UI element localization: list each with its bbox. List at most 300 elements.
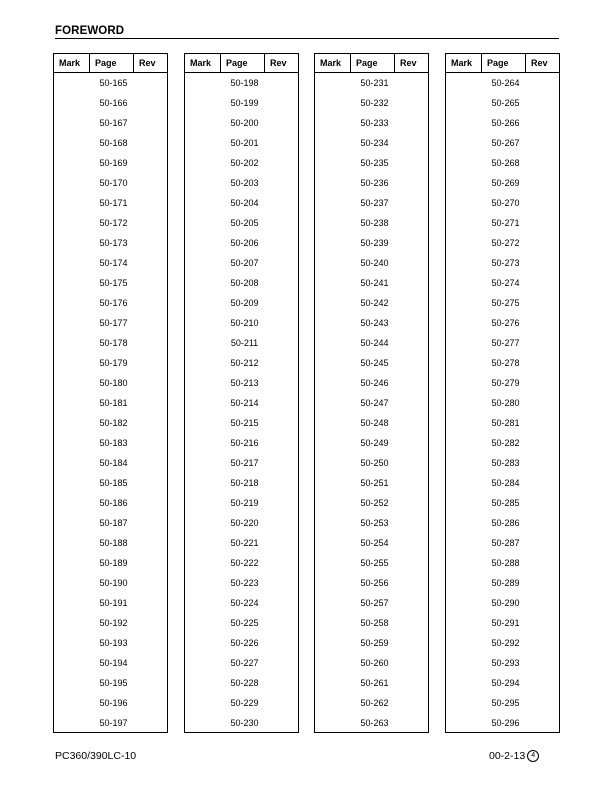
table-row: [54, 253, 167, 273]
cell-rev: [134, 293, 167, 313]
table-row: [185, 673, 298, 693]
table-row: [446, 93, 559, 113]
cell-page: 50-227: [230, 658, 259, 668]
cell-rev: [134, 333, 167, 353]
table-row: [315, 173, 428, 193]
table-row: [185, 613, 298, 633]
cell-rev: [265, 713, 298, 733]
cell-rev: [395, 553, 428, 573]
cell-mark: [446, 153, 482, 173]
cell-page: 50-258: [360, 618, 389, 628]
cell-mark: [54, 473, 90, 493]
table-row: [185, 633, 298, 653]
cell-rev: [526, 73, 559, 93]
cell-page: 50-234: [360, 138, 389, 148]
table-row: [315, 453, 428, 473]
table-row: [315, 133, 428, 153]
cell-page: 50-205: [230, 218, 259, 228]
cell-rev: [134, 613, 167, 633]
cell-rev: [395, 273, 428, 293]
cell-page: 50-262: [360, 698, 389, 708]
cell-page: 50-281: [491, 418, 520, 428]
table-row: [54, 453, 167, 473]
cell-mark: [446, 413, 482, 433]
cell-mark: [315, 553, 351, 573]
cell-page: 50-228: [230, 678, 259, 688]
cell-rev: [395, 413, 428, 433]
table-row: [446, 453, 559, 473]
cell-page: 50-289: [491, 578, 520, 588]
cell-rev: [265, 693, 298, 713]
cell-mark: [315, 153, 351, 173]
table-row: [185, 253, 298, 273]
cell-rev: [395, 693, 428, 713]
cell-rev: [134, 133, 167, 153]
cell-page: 50-198: [230, 78, 259, 88]
cell-page: 50-229: [230, 698, 259, 708]
cell-page: 50-167: [99, 118, 128, 128]
cell-rev: [265, 453, 298, 473]
cell-mark: [54, 333, 90, 353]
cell-rev: [395, 573, 428, 593]
cell-rev: [526, 633, 559, 653]
cell-mark: [446, 713, 482, 733]
table-row: [315, 413, 428, 433]
cell-page: 50-173: [99, 238, 128, 248]
cell-rev: [265, 573, 298, 593]
table-row: [54, 513, 167, 533]
cell-page: 50-237: [360, 198, 389, 208]
cell-page: 50-196: [99, 698, 128, 708]
cell-page: 50-191: [99, 598, 128, 608]
cell-rev: [265, 553, 298, 573]
revision-table-3: [314, 53, 429, 733]
cell-mark: [315, 653, 351, 673]
cell-page: 50-202: [230, 158, 259, 168]
cell-rev: [265, 313, 298, 333]
cell-rev: [395, 713, 428, 733]
table-row: [54, 413, 167, 433]
table-row: [446, 493, 559, 513]
table-row: [185, 713, 298, 733]
table-body: [54, 73, 167, 733]
cell-page: 50-188: [99, 538, 128, 548]
cell-rev: [395, 513, 428, 533]
cell-mark: [185, 233, 221, 253]
cell-page: 50-179: [99, 358, 128, 368]
cell-rev: [395, 593, 428, 613]
cell-rev: [134, 73, 167, 93]
table-row: [54, 213, 167, 233]
cell-page: 50-296: [491, 718, 520, 728]
cell-mark: [446, 553, 482, 573]
cell-rev: [395, 433, 428, 453]
table-row: [54, 353, 167, 373]
cell-page: 50-165: [99, 78, 128, 88]
cell-page: 50-208: [230, 278, 259, 288]
cell-mark: [54, 653, 90, 673]
column-header-rev: Rev: [400, 58, 417, 68]
cell-rev: [265, 593, 298, 613]
cell-mark: [185, 573, 221, 593]
table-row: [446, 73, 559, 93]
table-row: [54, 533, 167, 553]
table-row: [54, 693, 167, 713]
cell-mark: [446, 593, 482, 613]
cell-page: 50-187: [99, 518, 128, 528]
cell-mark: [185, 713, 221, 733]
table-row: [446, 633, 559, 653]
cell-page: 50-236: [360, 178, 389, 188]
cell-mark: [54, 273, 90, 293]
cell-mark: [54, 513, 90, 533]
table-row: [315, 233, 428, 253]
cell-mark: [185, 93, 221, 113]
cell-mark: [185, 73, 221, 93]
cell-page: 50-259: [360, 638, 389, 648]
cell-page: 50-286: [491, 518, 520, 528]
table-row: [315, 513, 428, 533]
cell-rev: [265, 633, 298, 653]
cell-page: 50-221: [230, 538, 259, 548]
cell-page: 50-245: [360, 358, 389, 368]
cell-rev: [134, 433, 167, 453]
table-row: [446, 253, 559, 273]
cell-mark: [446, 93, 482, 113]
table-row: [54, 613, 167, 633]
cell-page: 50-225: [230, 618, 259, 628]
cell-rev: [395, 633, 428, 653]
cell-rev: [526, 413, 559, 433]
cell-page: 50-295: [491, 698, 520, 708]
cell-rev: [134, 233, 167, 253]
cell-page: 50-249: [360, 438, 389, 448]
cell-page: 50-220: [230, 518, 259, 528]
table-row: [54, 113, 167, 133]
cell-page: 50-231: [360, 78, 389, 88]
table-row: [54, 73, 167, 93]
cell-mark: [446, 373, 482, 393]
cell-rev: [526, 713, 559, 733]
cell-rev: [134, 653, 167, 673]
table-row: [54, 673, 167, 693]
cell-mark: [54, 413, 90, 433]
cell-mark: [315, 213, 351, 233]
cell-rev: [526, 613, 559, 633]
cell-mark: [315, 693, 351, 713]
table-row: [54, 653, 167, 673]
cell-page: 50-219: [230, 498, 259, 508]
cell-page: 50-278: [491, 358, 520, 368]
cell-page: 50-290: [491, 598, 520, 608]
cell-page: 50-223: [230, 578, 259, 588]
cell-page: 50-287: [491, 538, 520, 548]
column-header-page: Page: [482, 54, 526, 72]
cell-mark: [446, 653, 482, 673]
table-row: [446, 593, 559, 613]
cell-page: 50-276: [491, 318, 520, 328]
cell-mark: [54, 113, 90, 133]
cell-mark: [185, 213, 221, 233]
cell-mark: [185, 693, 221, 713]
cell-mark: [315, 173, 351, 193]
cell-mark: [446, 113, 482, 133]
cell-rev: [134, 373, 167, 393]
cell-page: 50-239: [360, 238, 389, 248]
cell-page: 50-184: [99, 458, 128, 468]
cell-mark: [185, 673, 221, 693]
cell-mark: [315, 93, 351, 113]
table-row: [446, 613, 559, 633]
cell-rev: [395, 233, 428, 253]
table-row: [446, 573, 559, 593]
cell-page: 50-211: [230, 338, 259, 348]
table-row: [315, 593, 428, 613]
cell-page: 50-263: [360, 718, 389, 728]
cell-rev: [134, 493, 167, 513]
cell-rev: [395, 533, 428, 553]
table-row: [185, 313, 298, 333]
table-row: [315, 313, 428, 333]
cell-rev: [134, 593, 167, 613]
table-row: [446, 293, 559, 313]
cell-mark: [54, 713, 90, 733]
table-row: [185, 533, 298, 553]
cell-mark: [185, 433, 221, 453]
table-row: [315, 153, 428, 173]
cell-mark: [54, 573, 90, 593]
cell-mark: [446, 233, 482, 253]
cell-mark: [54, 553, 90, 573]
table-row: [446, 393, 559, 413]
cell-page: 50-200: [230, 118, 259, 128]
cell-mark: [446, 333, 482, 353]
table-row: [54, 713, 167, 733]
cell-page: 50-285: [491, 498, 520, 508]
table-row: [54, 333, 167, 353]
cell-rev: [265, 193, 298, 213]
cell-mark: [446, 673, 482, 693]
cell-rev: [265, 433, 298, 453]
cell-page: 50-197: [99, 718, 128, 728]
cell-rev: [395, 73, 428, 93]
cell-mark: [185, 333, 221, 353]
cell-mark: [185, 413, 221, 433]
cell-mark: [446, 693, 482, 713]
table-row: [54, 433, 167, 453]
cell-page: 50-277: [491, 338, 520, 348]
table-row: [54, 173, 167, 193]
cell-rev: [526, 113, 559, 133]
cell-mark: [54, 133, 90, 153]
cell-mark: [185, 633, 221, 653]
cell-mark: [446, 473, 482, 493]
cell-rev: [526, 593, 559, 613]
table-row: [446, 153, 559, 173]
table-row: [185, 413, 298, 433]
table-row: [315, 653, 428, 673]
cell-mark: [185, 293, 221, 313]
cell-rev: [526, 333, 559, 353]
cell-mark: [54, 373, 90, 393]
cell-page: 50-247: [360, 398, 389, 408]
footer-model: PC360/390LC-10: [55, 750, 137, 762]
cell-rev: [526, 253, 559, 273]
cell-mark: [446, 453, 482, 473]
table-row: [315, 73, 428, 93]
table-row: [315, 333, 428, 353]
cell-page: 50-232: [360, 98, 389, 108]
cell-rev: [265, 493, 298, 513]
cell-page: 50-174: [99, 258, 128, 268]
cell-rev: [134, 533, 167, 553]
cell-rev: [134, 393, 167, 413]
cell-page: 50-213: [230, 378, 259, 388]
revision-circle-mark: 4: [527, 750, 539, 762]
cell-rev: [395, 153, 428, 173]
cell-mark: [446, 493, 482, 513]
cell-rev: [395, 333, 428, 353]
cell-rev: [265, 113, 298, 133]
cell-page: 50-168: [99, 138, 128, 148]
cell-mark: [446, 293, 482, 313]
table-row: [185, 73, 298, 93]
cell-rev: [526, 133, 559, 153]
cell-mark: [315, 473, 351, 493]
cell-mark: [315, 113, 351, 133]
cell-rev: [395, 353, 428, 373]
cell-page: 50-235: [360, 158, 389, 168]
cell-page: 50-172: [99, 218, 128, 228]
cell-rev: [395, 673, 428, 693]
cell-mark: [315, 433, 351, 453]
cell-page: 50-264: [491, 78, 520, 88]
table-row: [315, 113, 428, 133]
cell-mark: [315, 713, 351, 733]
cell-mark: [54, 93, 90, 113]
table-row: [446, 553, 559, 573]
cell-rev: [526, 573, 559, 593]
cell-mark: [185, 173, 221, 193]
cell-mark: [315, 353, 351, 373]
table-row: [446, 273, 559, 293]
cell-rev: [265, 393, 298, 413]
table-row: [315, 293, 428, 313]
cell-rev: [526, 533, 559, 553]
cell-page: 50-275: [491, 298, 520, 308]
table-row: [446, 413, 559, 433]
cell-page: 50-186: [99, 498, 128, 508]
table-row: [185, 353, 298, 373]
cell-mark: [185, 453, 221, 473]
cell-mark: [54, 533, 90, 553]
table-row: [446, 713, 559, 733]
cell-mark: [54, 353, 90, 373]
table-row: [315, 473, 428, 493]
cell-page: 50-269: [491, 178, 520, 188]
table-row: [54, 553, 167, 573]
cell-mark: [185, 613, 221, 633]
cell-mark: [315, 73, 351, 93]
cell-page: 50-253: [360, 518, 389, 528]
cell-mark: [315, 133, 351, 153]
cell-mark: [54, 313, 90, 333]
cell-mark: [315, 393, 351, 413]
cell-mark: [54, 453, 90, 473]
cell-rev: [395, 213, 428, 233]
cell-mark: [54, 233, 90, 253]
cell-rev: [526, 233, 559, 253]
cell-mark: [185, 533, 221, 553]
cell-mark: [315, 373, 351, 393]
cell-rev: [134, 273, 167, 293]
table-row: [185, 653, 298, 673]
cell-mark: [315, 613, 351, 633]
cell-page: 50-183: [99, 438, 128, 448]
table-header: [54, 54, 167, 73]
cell-rev: [395, 653, 428, 673]
cell-rev: [526, 393, 559, 413]
cell-mark: [446, 573, 482, 593]
cell-mark: [446, 213, 482, 233]
table-row: [54, 293, 167, 313]
cell-mark: [446, 633, 482, 653]
cell-page: 50-215: [230, 418, 259, 428]
table-row: [315, 713, 428, 733]
cell-page: 50-292: [491, 638, 520, 648]
cell-rev: [134, 353, 167, 373]
cell-mark: [446, 393, 482, 413]
cell-rev: [265, 533, 298, 553]
cell-page: 50-266: [491, 118, 520, 128]
cell-rev: [265, 273, 298, 293]
cell-rev: [526, 433, 559, 453]
cell-mark: [54, 633, 90, 653]
cell-rev: [526, 693, 559, 713]
cell-mark: [185, 393, 221, 413]
column-header-mark: Mark: [54, 54, 90, 72]
table-row: [185, 173, 298, 193]
cell-mark: [446, 513, 482, 533]
cell-rev: [395, 173, 428, 193]
cell-mark: [54, 593, 90, 613]
cell-page: 50-293: [491, 658, 520, 668]
table-row: [446, 173, 559, 193]
table-row: [54, 133, 167, 153]
cell-mark: [185, 473, 221, 493]
footer-page-number: 00-2-13: [489, 750, 526, 762]
cell-rev: [395, 113, 428, 133]
cell-mark: [54, 213, 90, 233]
cell-page: 50-182: [99, 418, 128, 428]
page-title: FOREWORD: [55, 25, 125, 37]
table-row: [54, 373, 167, 393]
cell-page: 50-244: [360, 338, 389, 348]
cell-page: 50-177: [99, 318, 128, 328]
cell-rev: [265, 293, 298, 313]
cell-rev: [265, 233, 298, 253]
cell-rev: [134, 553, 167, 573]
cell-mark: [54, 693, 90, 713]
cell-rev: [134, 213, 167, 233]
table-row: [315, 93, 428, 113]
cell-mark: [185, 133, 221, 153]
table-row: [315, 353, 428, 373]
cell-page: 50-279: [491, 378, 520, 388]
cell-page: 50-294: [491, 678, 520, 688]
cell-rev: [395, 93, 428, 113]
table-row: [54, 593, 167, 613]
